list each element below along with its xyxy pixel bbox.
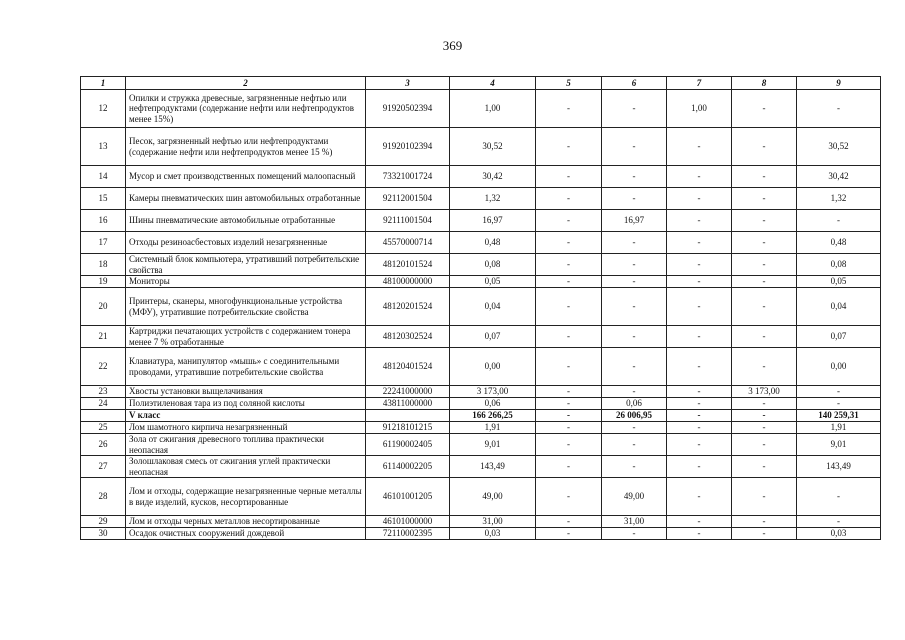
col-4-value: 49,00 — [450, 478, 536, 516]
col-8-value: - — [732, 516, 797, 528]
col-7-value: - — [667, 456, 732, 478]
col-8-value: - — [732, 478, 797, 516]
row-number: 25 — [81, 422, 126, 434]
col-4-value: 31,00 — [450, 516, 536, 528]
col-9-value: - — [797, 90, 881, 128]
waste-table — [80, 76, 881, 540]
col-9-value: - — [797, 478, 881, 516]
table-row — [81, 386, 881, 398]
fkko-code: 91920502394 — [366, 90, 450, 128]
column-header-7: 7 — [667, 77, 732, 90]
table-body — [81, 90, 881, 540]
waste-name: Лом и отходы черных металлов несортированные — [126, 516, 366, 528]
col-8-value: - — [732, 276, 797, 288]
fkko-code: 91920102394 — [366, 128, 450, 166]
waste-name: Зола от сжигания древесного топлива практически неопасная — [126, 434, 366, 456]
col-8-value: 3 173,00 — [732, 386, 797, 398]
col-8-value: - — [732, 254, 797, 276]
col-9-value: - — [797, 210, 881, 232]
col-5-value: - — [536, 348, 602, 386]
col-9-value: 0,04 — [797, 288, 881, 326]
table-row — [81, 166, 881, 188]
row-number: 21 — [81, 326, 126, 348]
fkko-code: 22241000000 — [366, 386, 450, 398]
col-4-value: 166 266,25 — [450, 410, 536, 422]
col-7-value: - — [667, 434, 732, 456]
row-number: 26 — [81, 434, 126, 456]
col-6-value: 49,00 — [602, 478, 667, 516]
col-5-value: - — [536, 516, 602, 528]
col-6-value: - — [602, 188, 667, 210]
col-4-value: 9,01 — [450, 434, 536, 456]
col-8-value: - — [732, 326, 797, 348]
row-number: 13 — [81, 128, 126, 166]
col-9-value: 0,00 — [797, 348, 881, 386]
col-8-value: - — [732, 210, 797, 232]
table-row — [81, 276, 881, 288]
col-5-value: - — [536, 398, 602, 410]
col-4-value: 1,32 — [450, 188, 536, 210]
col-5-value: - — [536, 528, 602, 540]
waste-name: Опилки и стружка древесные, загрязненные нефтью или нефтепродуктами (содержание нефти или нефтепродуктов менее 15%) — [126, 90, 366, 128]
table-row — [81, 254, 881, 276]
col-9-value: 0,03 — [797, 528, 881, 540]
fkko-code: 48120302524 — [366, 326, 450, 348]
col-8-value: - — [732, 410, 797, 422]
col-7-value: - — [667, 516, 732, 528]
col-4-value: 0,03 — [450, 528, 536, 540]
col-8-value: - — [732, 456, 797, 478]
col-4-value: 0,07 — [450, 326, 536, 348]
waste-name: Камеры пневматических шин автомобильных отработанные — [126, 188, 366, 210]
col-6-value: - — [602, 326, 667, 348]
row-number: 14 — [81, 166, 126, 188]
row-number: 22 — [81, 348, 126, 386]
row-number: 23 — [81, 386, 126, 398]
col-6-value: - — [602, 348, 667, 386]
col-9-value: 140 259,31 — [797, 410, 881, 422]
table-row — [81, 326, 881, 348]
column-header-3: 3 — [366, 77, 450, 90]
table-row — [81, 90, 881, 128]
fkko-code: 48120401524 — [366, 348, 450, 386]
col-9-value: 0,48 — [797, 232, 881, 254]
table-row — [81, 422, 881, 434]
fkko-code: 43811000000 — [366, 398, 450, 410]
col-7-value: - — [667, 188, 732, 210]
col-6-value: - — [602, 254, 667, 276]
row-number: 28 — [81, 478, 126, 516]
col-5-value: - — [536, 128, 602, 166]
col-5-value: - — [536, 434, 602, 456]
col-6-value: - — [602, 276, 667, 288]
col-7-value: 1,00 — [667, 90, 732, 128]
col-5-value: - — [536, 410, 602, 422]
column-header-6: 6 — [602, 77, 667, 90]
col-5-value: - — [536, 166, 602, 188]
table-row — [81, 128, 881, 166]
table-row — [81, 398, 881, 410]
col-7-value: - — [667, 210, 732, 232]
col-4-value: 0,04 — [450, 288, 536, 326]
table-row — [81, 528, 881, 540]
col-5-value: - — [536, 456, 602, 478]
fkko-code: 46101000000 — [366, 516, 450, 528]
row-number: 27 — [81, 456, 126, 478]
col-9-value: 143,49 — [797, 456, 881, 478]
waste-name: Системный блок компьютера, утративший потребительские свойства — [126, 254, 366, 276]
col-8-value: - — [732, 128, 797, 166]
col-7-value: - — [667, 410, 732, 422]
column-header-1: 1 — [81, 77, 126, 90]
fkko-code: 72110002395 — [366, 528, 450, 540]
col-7-value: - — [667, 348, 732, 386]
col-8-value: - — [732, 422, 797, 434]
col-7-value: - — [667, 232, 732, 254]
table-row — [81, 288, 881, 326]
row-number: 18 — [81, 254, 126, 276]
col-7-value: - — [667, 166, 732, 188]
col-7-value: - — [667, 422, 732, 434]
col-5-value: - — [536, 422, 602, 434]
col-9-value: 1,32 — [797, 188, 881, 210]
fkko-code: 48120101524 — [366, 254, 450, 276]
column-header-4: 4 — [450, 77, 536, 90]
table-row — [81, 348, 881, 386]
col-9-value: 30,52 — [797, 128, 881, 166]
fkko-code: 45570000714 — [366, 232, 450, 254]
col-6-value: - — [602, 128, 667, 166]
col-8-value: - — [732, 188, 797, 210]
col-8-value: - — [732, 528, 797, 540]
fkko-code: 61140002205 — [366, 456, 450, 478]
row-number: 17 — [81, 232, 126, 254]
waste-name: Принтеры, сканеры, многофункциональные устройства (МФУ), утратившие потребительские свойства — [126, 288, 366, 326]
col-7-value: - — [667, 254, 732, 276]
col-5-value: - — [536, 276, 602, 288]
row-number: 29 — [81, 516, 126, 528]
waste-name: Клавиатура, манипулятор «мышь» с соединительными проводами, утратившие потребительские свойства — [126, 348, 366, 386]
col-5-value: - — [536, 288, 602, 326]
row-number: 24 — [81, 398, 126, 410]
table-row — [81, 210, 881, 232]
col-6-value: - — [602, 90, 667, 128]
col-7-value: - — [667, 478, 732, 516]
col-9-value: 1,91 — [797, 422, 881, 434]
col-5-value: - — [536, 232, 602, 254]
table-row — [81, 188, 881, 210]
col-6-value: 31,00 — [602, 516, 667, 528]
column-header-9: 9 — [797, 77, 881, 90]
col-7-value: - — [667, 276, 732, 288]
column-header-8: 8 — [732, 77, 797, 90]
fkko-code: 92112001504 — [366, 188, 450, 210]
col-8-value: - — [732, 398, 797, 410]
col-4-value: 0,00 — [450, 348, 536, 386]
fkko-code: 46101001205 — [366, 478, 450, 516]
col-4-value: 1,00 — [450, 90, 536, 128]
col-6-value: - — [602, 386, 667, 398]
col-9-value: - — [797, 516, 881, 528]
waste-name: Мусор и смет производственных помещений малоопасный — [126, 166, 366, 188]
waste-name: Полиэтиленовая тара из под соляной кислоты — [126, 398, 366, 410]
col-8-value: - — [732, 90, 797, 128]
col-4-value: 1,91 — [450, 422, 536, 434]
col-6-value: - — [602, 166, 667, 188]
col-9-value: 30,42 — [797, 166, 881, 188]
waste-name: Шины пневматические автомобильные отработанные — [126, 210, 366, 232]
fkko-code: 61190002405 — [366, 434, 450, 456]
row-number — [81, 410, 126, 422]
col-7-value: - — [667, 128, 732, 166]
table-row — [81, 434, 881, 456]
col-5-value: - — [536, 326, 602, 348]
row-number: 15 — [81, 188, 126, 210]
col-5-value: - — [536, 386, 602, 398]
col-6-value: 16,97 — [602, 210, 667, 232]
col-5-value: - — [536, 478, 602, 516]
table-row — [81, 232, 881, 254]
waste-name: Золошлаковая смесь от сжигания углей практически неопасная — [126, 456, 366, 478]
col-6-value: - — [602, 422, 667, 434]
col-4-value: 0,05 — [450, 276, 536, 288]
header-row — [81, 77, 881, 90]
col-9-value: 9,01 — [797, 434, 881, 456]
col-9-value: 0,05 — [797, 276, 881, 288]
row-number: 16 — [81, 210, 126, 232]
row-number: 19 — [81, 276, 126, 288]
table-row — [81, 456, 881, 478]
waste-name: Картриджи печатающих устройств с содержанием тонера менее 7 % отработанные — [126, 326, 366, 348]
col-6-value: - — [602, 288, 667, 326]
fkko-code: 92111001504 — [366, 210, 450, 232]
col-9-value: 0,08 — [797, 254, 881, 276]
col-8-value: - — [732, 232, 797, 254]
waste-name: Хвосты установки выщелачивания — [126, 386, 366, 398]
waste-name: Осадок очистных сооружений дождевой — [126, 528, 366, 540]
class-total-row — [81, 410, 881, 422]
fkko-code: 48120201524 — [366, 288, 450, 326]
waste-name: Отходы резиноасбестовых изделий незагрязненные — [126, 232, 366, 254]
col-4-value: 0,48 — [450, 232, 536, 254]
col-6-value: - — [602, 232, 667, 254]
fkko-code: 91218101215 — [366, 422, 450, 434]
col-4-value: 3 173,00 — [450, 386, 536, 398]
waste-name: Песок, загрязненный нефтью или нефтепродуктами (содержание нефти или нефтепродуктов менее 15 %) — [126, 128, 366, 166]
fkko-code: 73321001724 — [366, 166, 450, 188]
col-4-value: 143,49 — [450, 456, 536, 478]
col-5-value: - — [536, 254, 602, 276]
waste-name: Лом шамотного кирпича незагрязненный — [126, 422, 366, 434]
col-4-value: 30,42 — [450, 166, 536, 188]
fkko-code — [366, 410, 450, 422]
col-6-value: - — [602, 528, 667, 540]
col-8-value: - — [732, 434, 797, 456]
col-8-value: - — [732, 166, 797, 188]
waste-name: V класс — [126, 410, 366, 422]
row-number: 12 — [81, 90, 126, 128]
row-number: 20 — [81, 288, 126, 326]
col-9-value: - — [797, 398, 881, 410]
col-6-value: - — [602, 456, 667, 478]
col-9-value: 0,07 — [797, 326, 881, 348]
col-7-value: - — [667, 386, 732, 398]
col-7-value: - — [667, 326, 732, 348]
col-6-value: - — [602, 434, 667, 456]
col-5-value: - — [536, 188, 602, 210]
col-6-value: 26 006,95 — [602, 410, 667, 422]
waste-name: Мониторы — [126, 276, 366, 288]
col-5-value: - — [536, 90, 602, 128]
page-number: 369 — [442, 38, 463, 53]
table-row — [81, 516, 881, 528]
fkko-code: 48100000000 — [366, 276, 450, 288]
col-8-value: - — [732, 288, 797, 326]
col-7-value: - — [667, 398, 732, 410]
col-7-value: - — [667, 288, 732, 326]
row-number: 30 — [81, 528, 126, 540]
column-header-2: 2 — [126, 77, 366, 90]
col-4-value: 0,06 — [450, 398, 536, 410]
col-9-value: - — [797, 386, 881, 398]
col-4-value: 30,52 — [450, 128, 536, 166]
col-8-value: - — [732, 348, 797, 386]
col-7-value: - — [667, 528, 732, 540]
waste-name: Лом и отходы, содержащие незагрязненные черные металлы в виде изделий, кусков, несортированные — [126, 478, 366, 516]
col-5-value: - — [536, 210, 602, 232]
col-4-value: 0,08 — [450, 254, 536, 276]
table-row — [81, 478, 881, 516]
col-6-value: 0,06 — [602, 398, 667, 410]
col-4-value: 16,97 — [450, 210, 536, 232]
column-header-5: 5 — [536, 77, 602, 90]
